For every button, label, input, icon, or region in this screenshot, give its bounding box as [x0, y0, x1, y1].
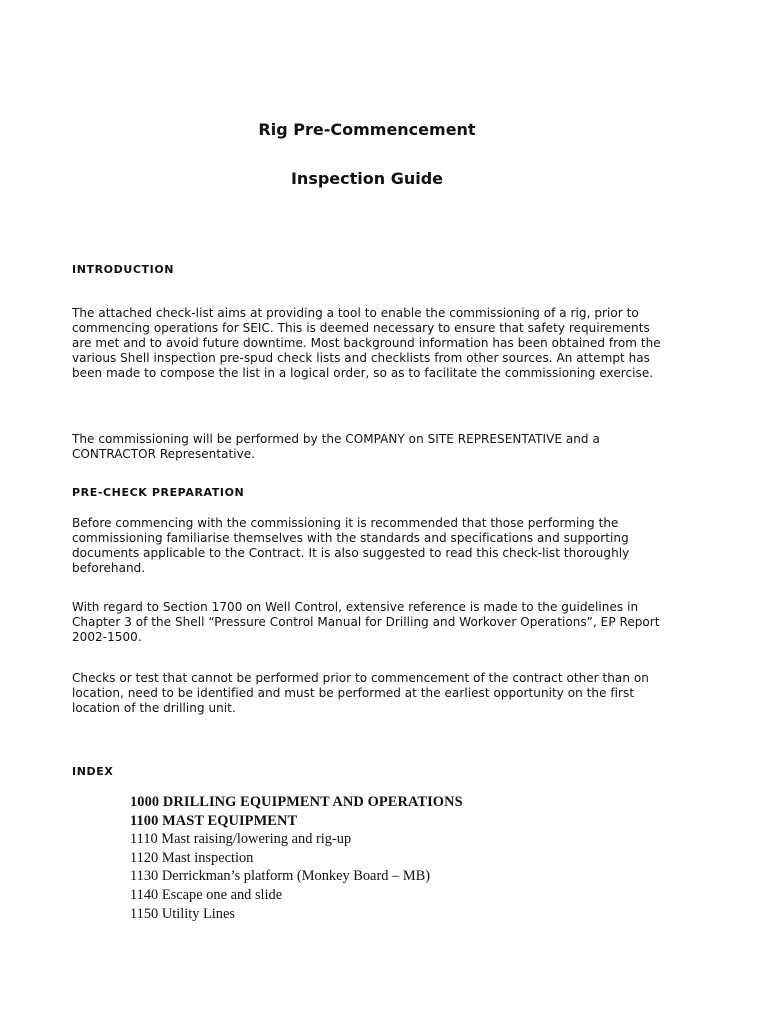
index-item: 1130 Derrickman’s platform (Monkey Board – MB)	[130, 868, 431, 885]
index-list	[130, 793, 463, 923]
index-item: 1100 MAST EQUIPMENT	[130, 812, 298, 829]
checks-paragraph: Checks or test that cannot be performed prior to commencement of the contract other than on location, need to be identified and must be performed at the earliest opportunity on the first location of the drilling unit.	[72, 671, 649, 715]
index-item: 1110 Mast raising/lowering and rig-up	[130, 831, 352, 848]
document-title: Rig Pre-Commencement	[258, 120, 476, 139]
index-item: 1140 Escape one and slide	[130, 886, 283, 903]
index-item: 1150 Utility Lines	[130, 905, 235, 922]
precheck-paragraph: Before commencing with the commissioning it is recommended that those performing the commissioning familiarise themselves with the standards and specifications and supporting documents applicable to the Contract. It is also suggested to read this check-list thoroughly beforehand.	[72, 516, 630, 575]
document-subtitle: Inspection Guide	[290, 169, 444, 188]
precheck-heading: PRE-CHECK PREPARATION	[72, 486, 245, 499]
index-heading: INDEX	[72, 765, 114, 778]
well-control-paragraph: With regard to Section 1700 on Well Control, extensive reference is made to the guidelines in Chapter 3 of the Shell “Pressure Control Manual for Drilling and Workover Operations”, EP Report 2002-1500.	[72, 600, 660, 644]
index-item: 1120 Mast inspection	[130, 849, 254, 866]
introduction-paragraph: The attached check-list aims at providing a tool to enable the commissioning of a rig, prior to commencing operations for SEIC. This is deemed necessary to ensure that safety requirements are met and to avoid future downtime. Most background information has been obtained from the various Shell inspection pre-spud check lists and checklists from other sources. An attempt has been made to compose the list in a logical order, so as to facilitate the commissioning exercise.	[72, 306, 661, 380]
index-item: 1000 DRILLING EQUIPMENT AND OPERATIONS	[130, 794, 463, 810]
introduction-heading: INTRODUCTION	[72, 263, 175, 276]
commissioning-paragraph: The commissioning will be performed by the COMPANY on SITE REPRESENTATIVE and a CONTRACTOR Representative.	[72, 432, 600, 461]
